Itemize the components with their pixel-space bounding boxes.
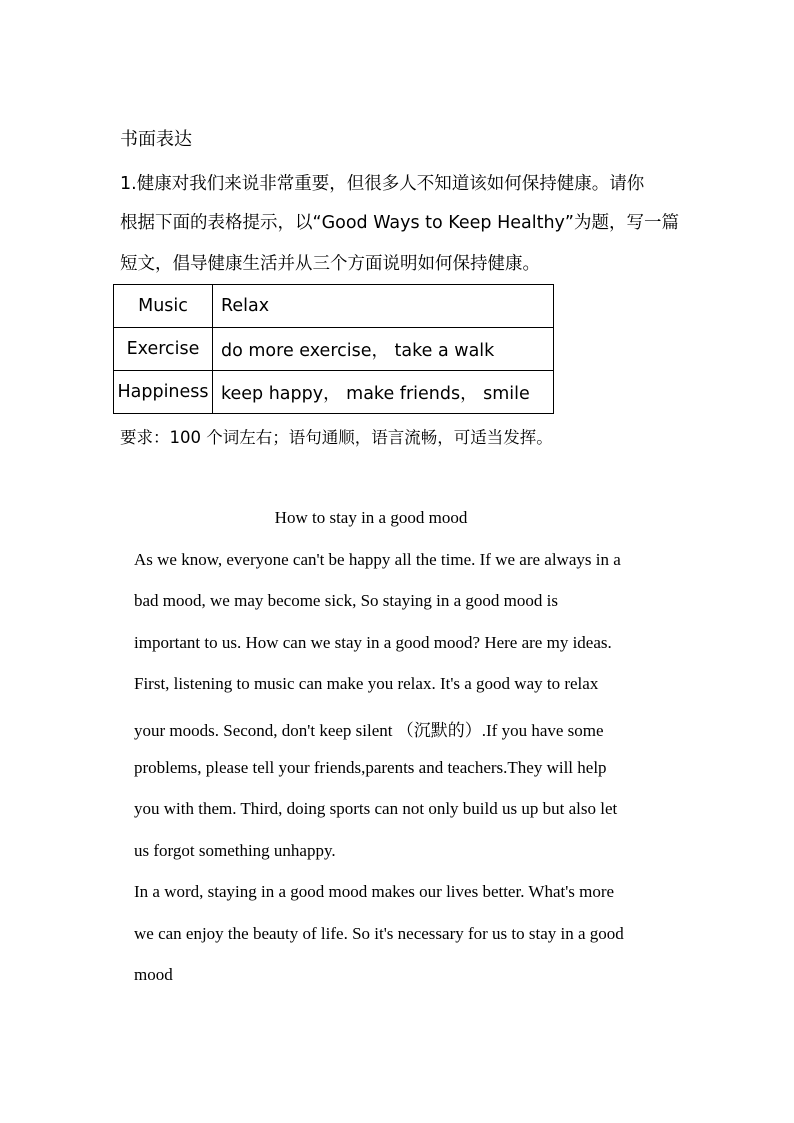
table-row: [114, 285, 554, 328]
essay-line: mood: [134, 965, 173, 984]
essay-line: As we know, everyone can't be happy all the time. If we are always in a: [134, 550, 621, 569]
essay-line: you with them. Third, doing sports can not only build us up but also let: [134, 799, 618, 818]
table-row: [114, 371, 554, 414]
table-cell-topic: Happiness: [114, 371, 213, 414]
task-instruction-line: 根据下面的表格提示，以“Good Ways to Keep Healthy”为题，写一篇: [120, 213, 679, 233]
table-cell-topic: Exercise: [114, 328, 213, 371]
table-cell-tips: Relax: [213, 285, 554, 328]
essay-line: we can enjoy the beauty of life. So it's necessary for us to stay in a good: [134, 924, 624, 943]
essay-line: important to us. How can we stay in a good mood? Here are my ideas.: [134, 633, 612, 652]
table-cell-topic: Music: [114, 285, 213, 328]
essay-line: bad mood, we may become sick, So staying in a good mood is: [134, 591, 558, 610]
essay-line: us forgot something unhappy.: [134, 841, 336, 860]
task-instruction-line: 短文，倡导健康生活并从三个方面说明如何保持健康。: [120, 254, 540, 274]
essay-line: First, listening to music can make you relax. It's a good way to relax: [134, 674, 599, 693]
essay-line: In a word, staying in a good mood makes our lives better. What's more: [134, 882, 615, 901]
essay-line: your moods. Second, don't keep silent （沉默的）.If you have some: [134, 721, 604, 740]
table-cell-tips: do more exercise， take a walk: [213, 328, 554, 371]
table-cell-tips: keep happy， make friends， smile: [213, 371, 554, 414]
essay-title: How to stay in a good mood: [274, 508, 468, 527]
section-heading: 书面表达: [120, 129, 192, 150]
requirement-note: 要求：100 个词左右；语句通顺，语言流畅，可适当发挥。: [120, 428, 553, 447]
essay-line: problems, please tell your friends,parents and teachers.They will help: [134, 758, 607, 777]
task-instruction-line: 1.健康对我们来说非常重要，但很多人不知道该如何保持健康。请你: [120, 174, 645, 194]
table-row: [114, 328, 554, 371]
hint-table: [113, 284, 554, 414]
